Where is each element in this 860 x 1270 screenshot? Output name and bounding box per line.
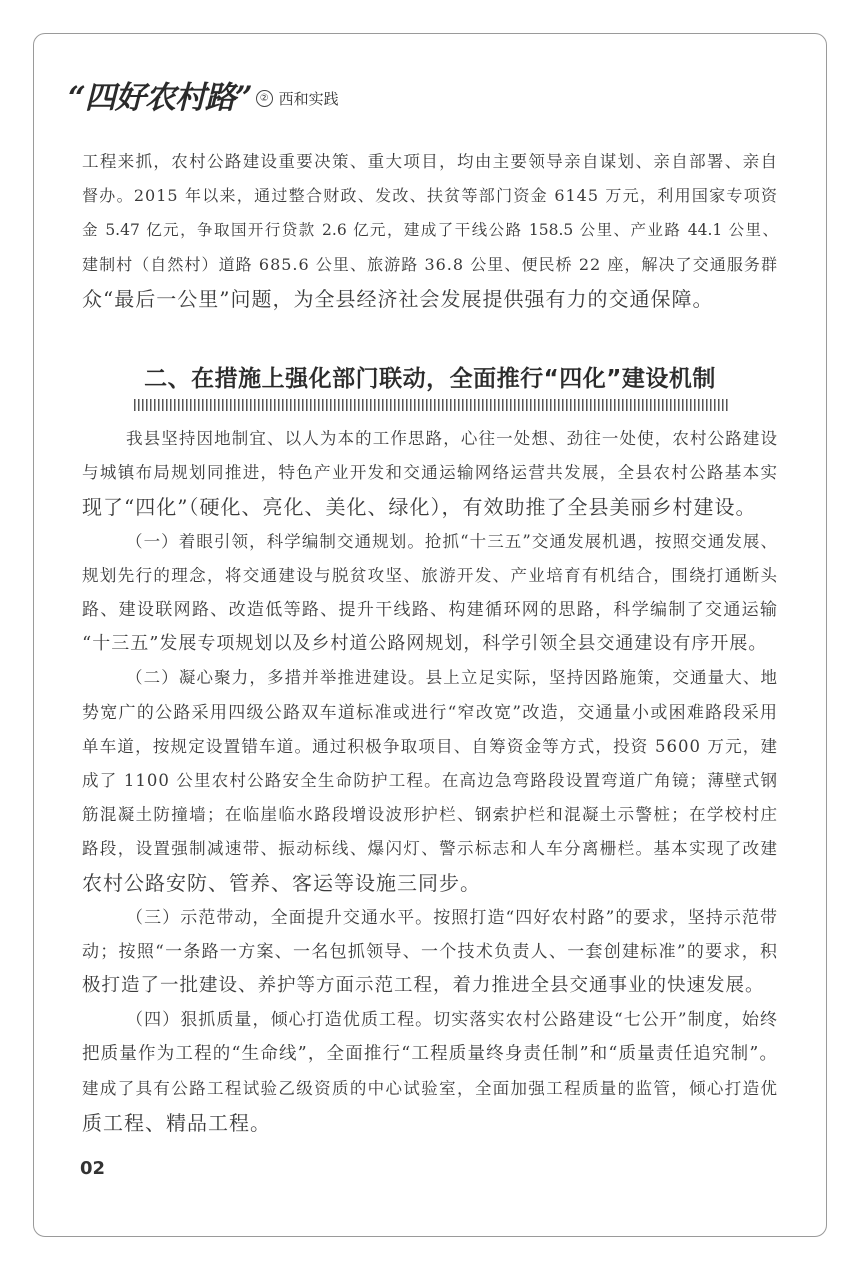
text-line: “十三五”发展专项规划以及乡村道公路网规划，科学引领全县交通建设有序开展。 bbox=[82, 633, 768, 655]
paragraph bbox=[82, 1003, 778, 1140]
text-line: 动；按照“一条路一方案、一名包抓领导、一个技术负责人、一套创建标准”的要求，积 bbox=[82, 941, 778, 962]
text-line: 金 5.47 亿元，争取国开行贷款 2.6 亿元，建成了干线公路 158.5 公里、产业路 44.1 公里、 bbox=[82, 221, 778, 240]
text-line: 督办。2015 年以来，通过整合财政、发改、扶贫等部门资金 6145 万元，利用国家专项资 bbox=[82, 186, 778, 206]
text-line: 质工程、精品工程。 bbox=[82, 1110, 271, 1135]
series-subtitle: 西和实践 bbox=[278, 90, 339, 108]
text-line: 农村公路安防、管养、客运等设施三同步。 bbox=[82, 871, 481, 896]
paragraph bbox=[82, 901, 778, 1004]
heading-divider bbox=[134, 399, 728, 411]
text-line: 势宽广的公路采用四级公路双车道标准或进行“窄改宽”改造，交通量小或困难路段采用 bbox=[82, 702, 778, 723]
text-line: 成了 1100 公里农村公路安全生命防护工程。在高边急弯路段设置弯道广角镜；薄壁式钢 bbox=[82, 770, 778, 790]
text-line: 筋混凝土防撞墙；在临崖临水路段增设波形护栏、钢索护栏和混凝土示警桩；在学校村庄 bbox=[82, 805, 778, 825]
text-line: （四）狠抓质量，倾心打造优质工程。切实落实农村公路建设“七公开”制度，始终 bbox=[126, 1010, 778, 1031]
volume-mark: ② bbox=[256, 90, 273, 107]
series-title: “四好农村路” bbox=[68, 80, 252, 116]
text-line: 与城镇布局规划同推进，特色产业开发和交通运输网络运营共发展，全县农村公路基本实 bbox=[82, 463, 778, 483]
section-body bbox=[82, 422, 778, 1140]
text-line: 建制村（自然村）道路 685.6 公里、旅游路 36.8 公里、便民桥 22 座，解决了交通服务群 bbox=[82, 254, 778, 274]
text-line: 工程来抓，农村公路建设重要决策、重大项目，均由主要领导亲自谋划、亲自部署、亲自 bbox=[82, 152, 778, 171]
text-line: 规划先行的理念，将交通建设与脱贫攻坚、旅游开发、产业培育有机结合，围绕打通断头 bbox=[82, 565, 778, 585]
section-heading: 二、在措施上强化部门联动，全面推行“四化”建设机制 bbox=[144, 366, 716, 392]
text-line: 路段，设置强制减速带、振动标线、爆闪灯、警示标志和人车分离栅栏。基本实现了改建 bbox=[82, 839, 778, 859]
text-line: 极打造了一批建设、养护等方面示范工程，着力推进全县交通事业的快速发展。 bbox=[82, 975, 765, 996]
text-line: 把质量作为工程的“生命线”，全面推行“工程质量终身责任制”和“质量责任追究制”。 bbox=[82, 1044, 778, 1065]
text-line: 众“最后一公里”问题，为全县经济社会发展提供强有力的交通保障。 bbox=[82, 286, 714, 311]
paragraph bbox=[82, 422, 778, 525]
paragraph bbox=[82, 661, 778, 900]
text-line: （三）示范带动，全面提升交通水平。按照打造“四好农村路”的要求，坚持示范带 bbox=[126, 907, 778, 928]
text-line: （一）着眼引领，科学编制交通规划。抢抓“十三五”交通发展机遇，按照交通发展、 bbox=[126, 531, 778, 551]
page-number: 02 bbox=[80, 1158, 106, 1179]
text-line: （二）凝心聚力，多措并举推进建设。县上立足实际，坚持因路施策，交通量大、地 bbox=[126, 668, 778, 688]
text-line: 路、建设联网路、改造低等路、提升干线路、构建循环网的思路，科学编制了交通运输 bbox=[82, 599, 778, 620]
running-header bbox=[68, 72, 339, 117]
text-line: 单车道，按规定设置错车道。通过积极争取项目、自筹资金等方式，投资 5600 万元，建 bbox=[82, 736, 778, 756]
text-line: 现了“四化”（硬化、亮化、美化、绿化），有效助推了全县美丽乡村建设。 bbox=[82, 495, 757, 520]
paragraph bbox=[82, 525, 778, 662]
intro-paragraph bbox=[82, 145, 778, 316]
text-line: 我县坚持因地制宜、以人为本的工作思路，心往一处想、劲往一处使，农村公路建设 bbox=[126, 429, 778, 448]
text-line: 建成了具有公路工程试验乙级资质的中心试验室，全面加强工程质量的监管，倾心打造优 bbox=[82, 1078, 778, 1098]
